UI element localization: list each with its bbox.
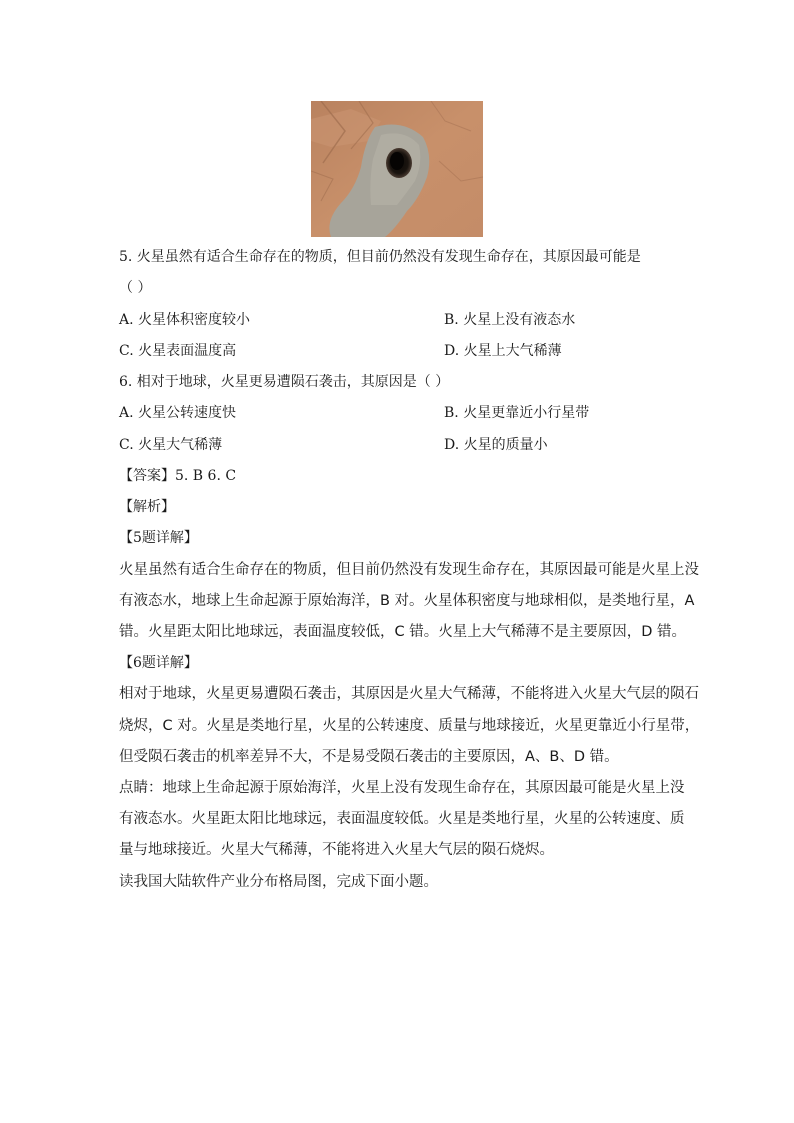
- answer-key: 【答案】5. B 6. C: [119, 468, 237, 484]
- q6-stem: 6. 相对于地球，火星更易遭陨石袭击，其原因是（ ）: [119, 374, 450, 390]
- q5-option-a: A. 火星体积密度较小: [119, 312, 251, 328]
- detail-5-line: 有液态水，地球上生命起源于原始海洋，B 对。火星体积密度与地球相似，是类地行星，A: [119, 593, 695, 609]
- q6-option-d: D. 火星的质量小: [444, 437, 548, 453]
- q5-option-c: C. 火星表面温度高: [119, 343, 237, 359]
- detail-6-line: 相对于地球，火星更易遭陨石袭击，其原因是火星大气稀薄，不能将进入火星大气层的陨石: [119, 686, 699, 702]
- tip-line: 有液态水。火星距太阳比地球远，表面温度较低。火星是类地行星，火星的公转速度、质: [119, 811, 685, 827]
- analysis-heading: 【解析】: [119, 499, 175, 515]
- q6-option-b: B. 火星更靠近小行星带: [444, 405, 590, 421]
- tip-line: 量与地球接近。火星大气稀薄，不能将进入火星大气层的陨石烧烬。: [119, 842, 554, 858]
- mars-rock-drill-hole-photo: [311, 101, 483, 237]
- detail-6-line: 但受陨石袭击的机率差异不大，不是易受陨石袭击的主要原因，A、B、D 错。: [119, 749, 619, 765]
- detail-6-heading: 【6题详解】: [119, 655, 198, 671]
- detail-5-line: 火星虽然有适合生命存在的物质，但目前仍然没有发现生命存在，其原因最可能是火星上没: [119, 562, 699, 578]
- q5-stem: 5. 火星虽然有适合生命存在的物质，但目前仍然没有发现生命存在，其原因最可能是: [119, 249, 641, 265]
- q6-option-a: A. 火星公转速度快: [119, 405, 237, 421]
- q5-option-b: B. 火星上没有液态水: [444, 312, 576, 328]
- detail-6-line: 烧烬，C 对。火星是类地行星，火星的公转速度、质量与地球接近，火星更靠近小行星带，: [119, 718, 700, 734]
- next-question-intro: 读我国大陆软件产业分布格局图，完成下面小题。: [119, 874, 438, 890]
- q6-option-c: C. 火星大气稀薄: [119, 437, 223, 453]
- q5-option-d: D. 火星上大气稀薄: [444, 343, 562, 359]
- detail-5-line: 错。火星距太阳比地球远，表面温度较低，C 错。火星上大气稀薄不是主要原因，D 错。: [119, 624, 687, 640]
- detail-5-heading: 【5题详解】: [119, 530, 198, 546]
- q5-answer-blank: （ ）: [119, 280, 152, 296]
- mars-surface-image: [311, 101, 483, 237]
- tip-line: 点睛：地球上生命起源于原始海洋，火星上没有发现生命存在，其原因最可能是火星上没: [119, 780, 685, 796]
